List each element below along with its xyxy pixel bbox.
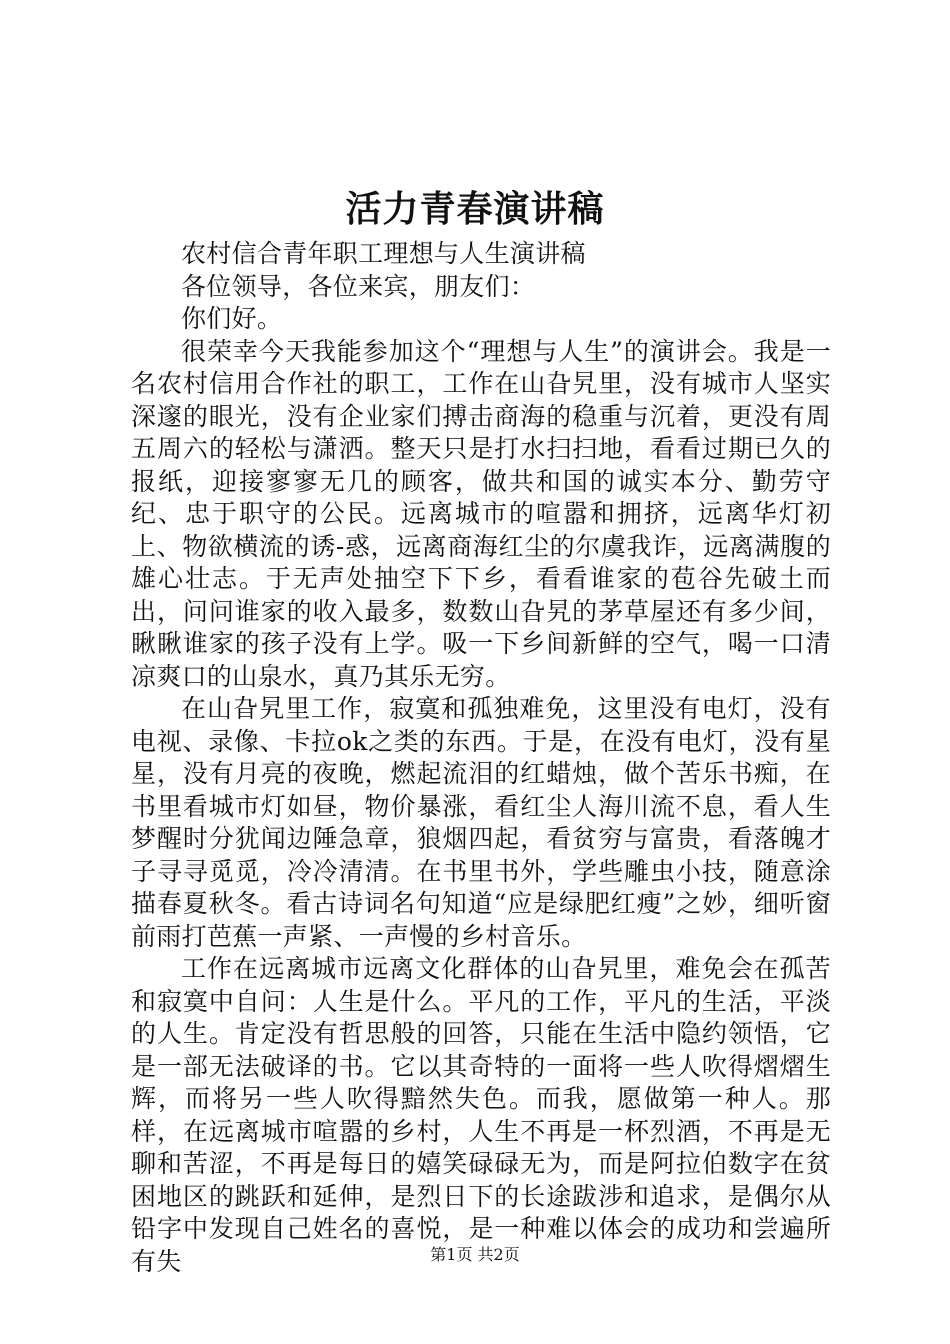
document-body: [131, 238, 831, 1278]
paragraph-salutation: 各位领导，各位来宾，朋友们：: [181, 271, 536, 301]
document-title: 活力青春演讲稿: [345, 188, 605, 230]
page-number-footer: 第1页 共2页: [430, 1245, 520, 1264]
paragraph-body-3: 工作在远离城市远离文化群体的山旮旯里，难免会在孤苦和寂寞中自问：人生是什么。平凡的工作，平凡的生活，平淡的人生。肯定没有哲思般的回答，只能在生活中隐约领悟，它是一部无法破译的书。它以其奇特的一面将一些人吹得熠熠生辉，而将另一些人吹得黯然失色。而我，愿做第一种人。那样，在远离城市喧嚣的乡村，人生不再是一杯烈酒，不再是无聊和苦涩，不再是每日的嬉笑碌碌无为，而是阿拉伯数字在贫困地区的跳跃和延伸，是烈日下的长途跋涉和追求，是偶尔从铅字中发现自己姓名的喜悦，是一种难以体会的成功和尝遍所有失: [131, 954, 831, 1276]
paragraph-subtitle: 农村信合青年职工理想与人生演讲稿: [181, 239, 586, 268]
paragraph-greeting: 你们好。: [181, 304, 283, 333]
paragraph-body-1: 很荣幸今天我能参加这个“理想与人生”的演讲会。我是一名农村信用合作社的职工，工作在山旮旯里，没有城市人坚实深邃的眼光，没有企业家们搏击商海的稳重与沉着，更没有周五周六的轻松与潇洒。整天只是打水扫扫地，看看过期已久的报纸，迎接寥寥无几的顾客，做共和国的诚实本分、勤劳守纪、忠于职守的公民。远离城市的喧嚣和拥挤，远离华灯初上、物欲横流的诱-惑，远离商海红尘的尔虞我诈，远离满腹的雄心壮志。于无声处抽空下下乡，看看谁家的苞谷先破土而出，问问谁家的收入最多，数数山旮旯的茅草屋还有多少间，瞅瞅谁家的孩子没有上学。吸一下乡间新鲜的空气，喝一口清凉爽口的山泉水，真乃其乐无穷。: [131, 336, 831, 691]
paragraph-body-2: 在山旮旯里工作，寂寞和孤独难免，这里没有电灯，没有电视、录像、卡拉ok之类的东西。于是，在没有电灯，没有星星，没有月亮的夜晚，燃起流泪的红蜡烛，做个苦乐书痴，在书里看城市灯如昼，物价暴涨，看红尘人海川流不息，看人生梦醒时分犹闻边陲急章，狼烟四起，看贫穷与富贵，看落魄才子寻寻觅觅，冷冷清清。在书里书外，学些雕虫小技，随意涂描春夏秋冬。看古诗词名句知道“应是绿肥红瘦”之妙，细听窗前雨打芭蕉一声紧、一声慢的乡村音乐。: [131, 694, 831, 951]
